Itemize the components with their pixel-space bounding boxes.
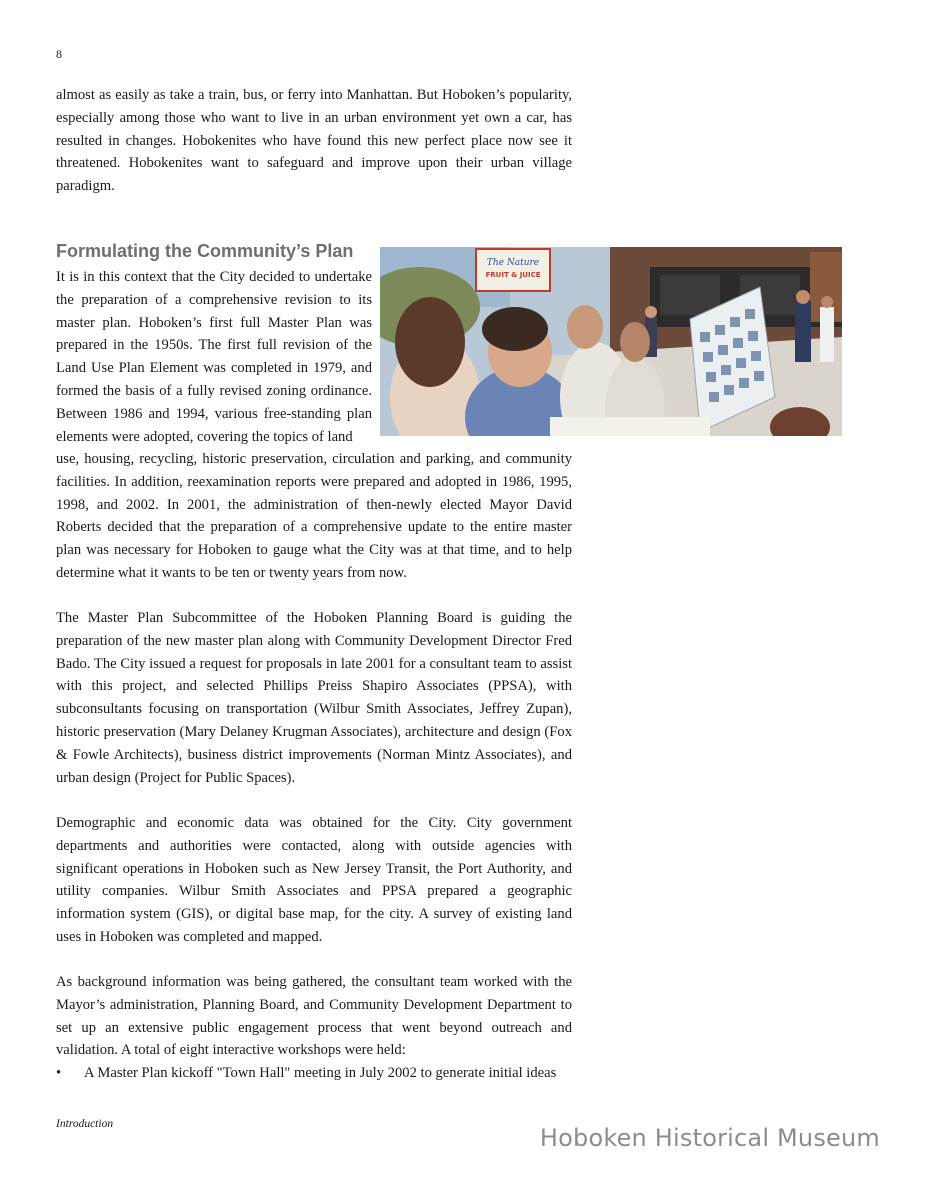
- community-workshop-photo: [380, 247, 842, 436]
- photo-illustration: [380, 247, 842, 436]
- bullet-marker: •: [56, 1065, 62, 1081]
- paragraph-1-wrapped: It is in this context that the City decided to undertake the preparation of a comprehensive revision to its master plan. Hoboken’s first full Master Plan was prepared in the 1950s. The first full revision of the Land Use Plan Element was completed in 1979, and formed the basis of a fully revised zoning ordinance. Between 1986 and 1994, various free-standing plan elements were adopted, covering the topics of land: [56, 269, 372, 445]
- paragraph-2: The Master Plan Subcommittee of the Hoboken Planning Board is guiding the preparation of the new master plan along with Community Development Director Fred Bado. The City issued a request for proposals in late 2001 for a consultant team to assist with this project, and selected Phillips Preiss Shapiro Associates (PPSA), with subconsultants focusing on transportation (Wilbur Smith Associates, Jeffrey Zupan), historic preservation (Mary Delaney Krugman Associates), architecture and design (Fox & Fowle Architects), business district improvements (Norman Mintz Associates), and urban design (Project for Public Spaces).: [56, 610, 572, 786]
- paragraph-4: As background information was being gathered, the consultant team worked with the Mayor’s administration, Planning Board, and Community Development Department to set up an extensive public engagement process that went beyond outreach and validation. A total of eight interactive workshops were held:: [56, 974, 572, 1059]
- paragraph-3: Demographic and economic data was obtained for the City. City government departments and authorities were contacted, along with outside agencies with significant operations in Hoboken such as New Jersey Transit, the Port Authority, and utility companies. Wilbur Smith Associates and PPSA prepared a geographic information system (GIS), or digital base map, for the city. A survey of existing land uses in Hoboken was completed and mapped.: [56, 815, 572, 945]
- sign-text-line1: The Nature: [486, 258, 540, 268]
- page-number: 8: [56, 47, 62, 61]
- intro-paragraph: almost as easily as take a train, bus, or ferry into Manhattan. But Hoboken’s popularity, especially among those who want to live in an urban environment yet own a car, has resulted in changes. Hobokenites who have found this new perfect place now see it threatened. Hobokenites want to safeguard and improve upon their urban village paradigm.: [56, 87, 572, 195]
- sign-text-line2: FRUIT & JUICE: [485, 271, 541, 279]
- bullet-item: [56, 1062, 556, 1085]
- paragraph-1-continued: use, housing, recycling, historic preservation, circulation and parking, and community facilities. In addition, reexamination reports were prepared and adopted in 1986, 1995, 1998, and 2002. In 2001, the administration of then-newly elected Mayor David Roberts decided that the preparation of a comprehensive update to the entire master plan was necessary for Hoboken to gauge what the City was at that time, and to help determine what it wants to be ten or twenty years from now.: [56, 451, 572, 581]
- bullet-text: A Master Plan kickoff "Town Hall" meeting in July 2002 to generate initial ideas: [84, 1065, 557, 1081]
- footer-section-label: Introduction: [56, 1118, 114, 1130]
- section-heading: Formulating the Community’s Plan: [56, 241, 354, 261]
- watermark: Hoboken Historical Museum: [539, 1124, 880, 1152]
